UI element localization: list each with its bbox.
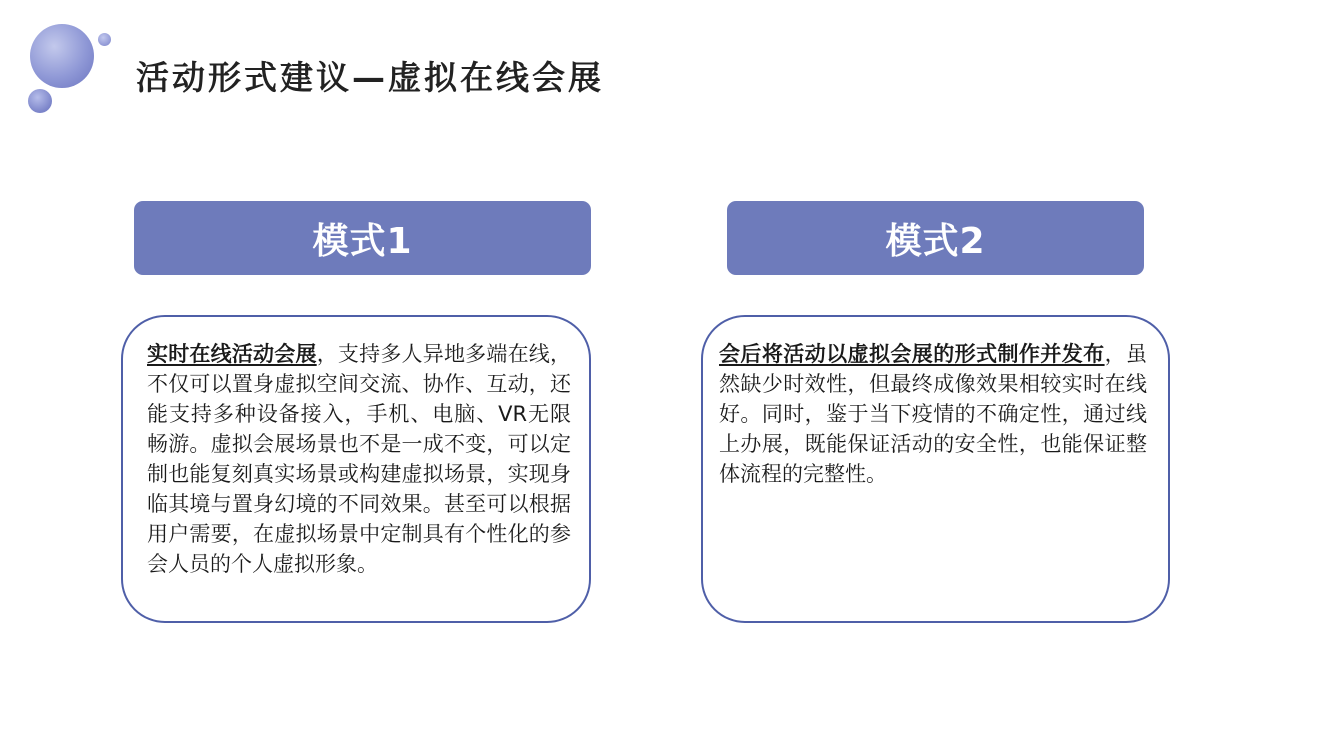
mode-1-description <box>147 339 571 579</box>
mode-1-highlight: 实时在线活动会展 <box>147 342 317 366</box>
mode-1-header: 模式1 <box>134 201 591 275</box>
mode-2-header: 模式2 <box>727 201 1144 275</box>
mode-1-body: ，支持多人异地多端在线，不仅可以置身虚拟空间交流、协作、互动，还能支持多种设备接入，手机、电脑、VR无限畅游。虚拟会展场景也不是一成不变，可以定制也能复刻真实场景或构建虚拟场景，实现身临其境与置身幻境的不同效果。甚至可以根据用户需要，在虚拟场景中定制具有个性化的参会人员的个人虚拟形象。 <box>147 342 572 576</box>
mode-1-description-box <box>121 315 591 623</box>
decorative-circle-small <box>28 89 52 113</box>
decorative-circle-large <box>30 24 94 88</box>
mode-2-description-box <box>701 315 1170 623</box>
page-title: 活动形式建议—虚拟在线会展 <box>136 58 604 97</box>
mode-2-highlight: 会后将活动以虚拟会展的形式制作并发布 <box>719 342 1105 366</box>
decorative-circle-dot <box>98 33 111 46</box>
mode-2-body: ，虽然缺少时效性，但最终成像效果相较实时在线好。同时，鉴于当下疫情的不确定性，通过线上办展，既能保证活动的安全性，也能保证整体流程的完整性。 <box>719 342 1147 486</box>
mode-2-description <box>719 339 1147 489</box>
